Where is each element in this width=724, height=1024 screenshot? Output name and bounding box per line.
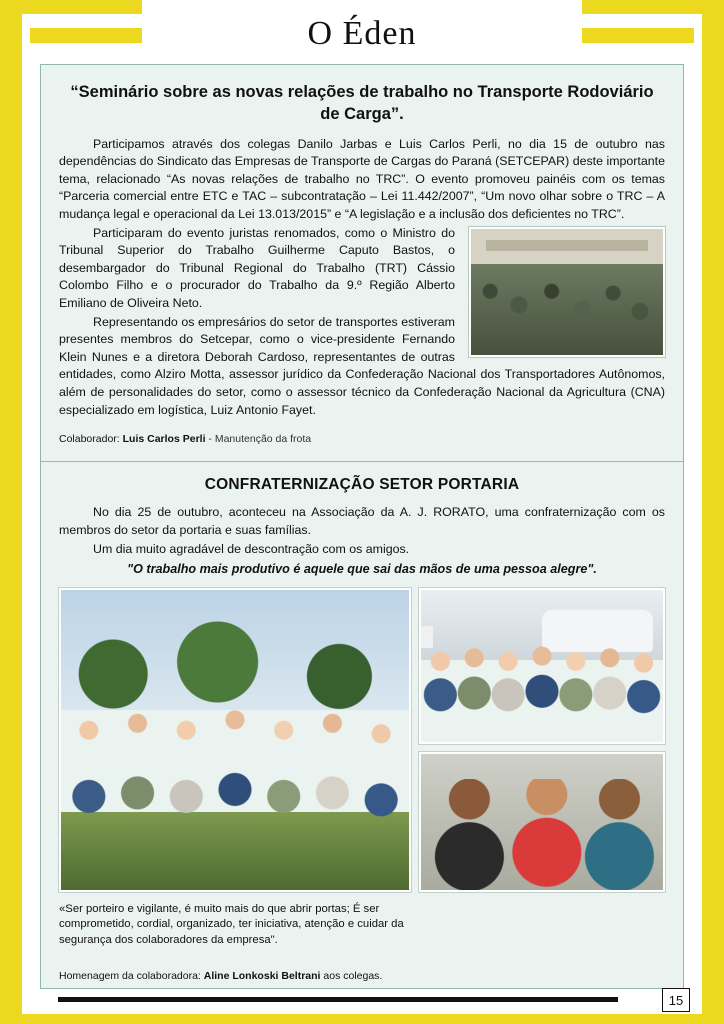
article-seminar-headline: “Seminário sobre as novas relações de trabalho no Transporte Rodoviário de Carga”. <box>70 83 654 124</box>
photo-crowd <box>471 264 663 355</box>
footer-rule <box>58 997 618 1002</box>
page-border-right <box>702 0 724 1024</box>
homage-suffix: aos colegas. <box>323 969 383 982</box>
article-confraternizacao-paragraph-1: No dia 25 de outubro, aconteceu na Associação da A. J. RORATO, uma confraternização com os membros do setor da portaria e suas famílias. <box>59 505 665 537</box>
article-seminar <box>41 65 683 451</box>
group-photo-three-men <box>419 752 665 892</box>
content-panel <box>40 64 684 989</box>
article-seminar-credit <box>59 433 665 445</box>
article-seminar-paragraph-1: Participamos através dos colegas Danilo Jarbas e Luis Carlos Perli, no dia 15 de outubro nas dependências do Sindicato das Empresas de Transporte de Cargas do Paraná (SETCEPAR) deste importante tema, relacionado “As novas relações de trabalho no TRC”. O evento promoveu painéis com os temas “Parceria comercial entre ETC e TAC – subcontratação – Lei 11.442/2007”, “Um novo olhar sobre o TRC – A mudança legal e operacional da Lei 13.013/2015” e “A legislação e a inclusão dos deficientes no TRC”. <box>59 136 665 221</box>
photo-background <box>471 229 663 267</box>
page-border-bottom <box>22 1014 702 1024</box>
article-confraternizacao-paragraph-2: Um dia muito agradável de descontração com os amigos. <box>93 541 410 556</box>
credit-name: Luis Carlos Perli <box>122 433 206 446</box>
credit-role: - Manutenção da frota <box>208 433 312 446</box>
page-number: 15 <box>662 988 690 1012</box>
masthead-rule-left <box>30 28 142 43</box>
photo-people <box>61 692 409 866</box>
photo-people <box>421 779 663 891</box>
homage-name: Aline Lonkoski Beltrani <box>203 969 321 982</box>
article-seminar-paragraph-2: Participaram do evento juristas renomados, como o Ministro do Tribunal Superior do Trabalho Guilherme Caputo Bastos, o desembargador do Tribunal Regional do Trabalho (TRT) Cássio Colombo Filho e o procurador do Trabalho da 9.º Região Alberto Emiliano de Oliveira Neto. <box>59 225 455 311</box>
seminar-audience-photo <box>469 227 665 357</box>
article-confraternizacao <box>41 462 683 992</box>
article-seminar-paragraph-3: Representando os empresários do setor de transportes estiveram presentes membros do Setcepar, como o vice-presidente Fernando Klein Nunes e a diretora Deborah Cardoso, representantes de outras entidades, como Alziro Motta, assessor jurídico da Confederação Nacional dos Transportadores Autônomos, além de personalidades do setor, como o assessor técnico da Confederação Nacional da Agricultura (CNA) especializado em logística, Luiz Antonio Fayet. <box>59 314 665 417</box>
publication-title: O Éden <box>307 15 417 52</box>
masthead-rule-right <box>582 28 694 43</box>
credit-label: Colaborador: <box>59 433 120 446</box>
photo-gallery <box>59 588 665 892</box>
article-confraternizacao-pullquote: «Ser porteiro e vigilante, é muito mais do que abrir portas; É ser comprometido, cordial, organizado, ter iniciativa, atenção e cuidar da segurança dos colaboradores da empresa". <box>59 903 404 946</box>
group-photo-families <box>59 588 411 892</box>
photo-people <box>421 642 663 730</box>
group-photo-outdoor <box>419 588 665 744</box>
article-confraternizacao-headline: CONFRATERNIZAÇÃO SETOR PORTARIA <box>204 476 520 494</box>
page-border-left <box>0 0 22 1024</box>
homage-label: Homenagem da colaboradora: <box>59 969 201 982</box>
article-confraternizacao-homage <box>59 970 665 982</box>
article-confraternizacao-quote: "O trabalho mais produtivo é aquele que sai das mãos de uma pessoa alegre". <box>127 562 597 577</box>
